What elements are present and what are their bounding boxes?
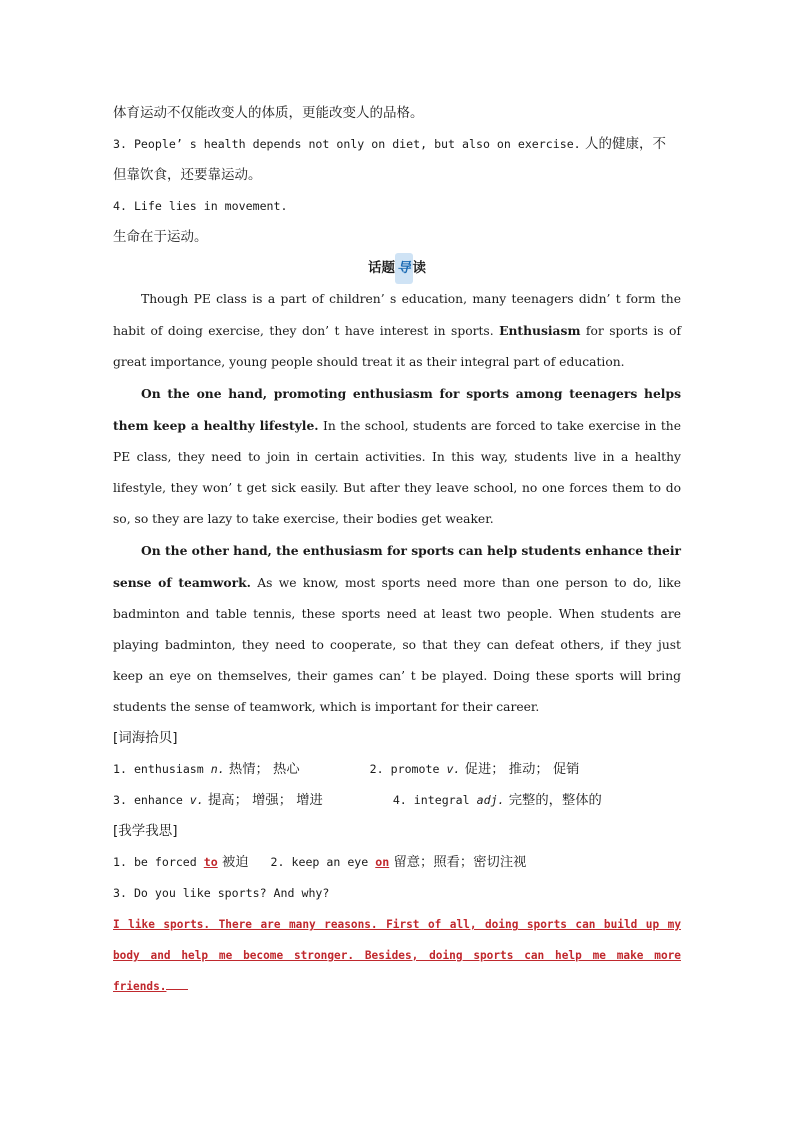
vocab-item-3: [113, 793, 323, 807]
vocab-3-pos: v.: [189, 793, 204, 807]
section-title-badge: 导: [395, 253, 413, 284]
quote-3-english: 3. People’ s health depends not only on diet, but also on exercise.: [113, 137, 581, 151]
answer-underline-tail: [166, 975, 188, 990]
vocab-1-word: enthusiasm: [133, 762, 211, 776]
intro-line-3: 但靠饮食，还要靠运动。: [113, 167, 262, 183]
passage-paragraph-1: [113, 284, 681, 378]
vocab-4-meaning: 完整的，整体的: [504, 793, 602, 808]
vocab-item-2: [370, 762, 580, 776]
passage-p2-topic-sentence: On the one hand, promoting enthusiasm for sports among teenagers helps them keep a healthy lifestyle.: [113, 386, 681, 433]
intro-line-4: 4. Life lies in movement.: [113, 199, 288, 213]
section-title-part3: 读: [412, 260, 426, 276]
vocab-1-meaning: 热情； 热心: [224, 762, 300, 777]
think-question-3: 3. Do you like sports? And why?: [113, 886, 330, 900]
vocab-item-1: [113, 762, 300, 776]
think-row-1: [113, 847, 681, 878]
quote-3-chinese: 人的健康，不: [580, 136, 666, 152]
vocab-heading: [词海拾贝]: [113, 730, 178, 746]
passage-p1-keyword: Enthusiasm: [499, 323, 581, 338]
passage-p1-text: Though PE class is a part of children’ s education, many teenagers didn’ t form the habit of doing exercise, they don’ t have interest in sports.: [113, 292, 681, 338]
vocab-2-word: promote: [390, 762, 447, 776]
vocab-2-meaning: 促进； 推动； 促销: [460, 762, 580, 777]
passage-p3-text: As we know, most sports need more than one person to do, like badminton and table tennis, these sports need at least two people. When students are playing badminton, they need to cooperate, so that they can defeat others, if they just keep an eye on themselves, their games can’ t be played. Doing these sports will bring students the sense of teamwork, which is important for their career.: [113, 576, 681, 714]
vocab-2-pos: v.: [446, 762, 461, 776]
passage-p1-text-2: for sports is of great importance, young people should treat it as their integral part of education.: [113, 324, 681, 369]
vocab-3-num: 3.: [113, 793, 134, 807]
vocab-row-1: [113, 754, 681, 785]
think-q1-answer: to: [203, 855, 218, 869]
think-q1-prompt: 1. be forced: [113, 855, 204, 869]
section-title: [113, 253, 681, 284]
think-heading: [我学我思]: [113, 823, 178, 839]
think-q2-prompt: 2. keep an eye: [270, 855, 376, 869]
vocab-4-num: 4.: [392, 793, 414, 807]
vocab-4-word: integral: [413, 793, 477, 807]
vocab-2-num: 2.: [369, 762, 391, 776]
passage-paragraph-3: [113, 535, 681, 723]
think-q2-answer: on: [375, 855, 390, 869]
vocab-3-word: enhance: [133, 793, 190, 807]
vocab-1-pos: n.: [210, 762, 225, 776]
vocab-item-4: [393, 793, 602, 807]
passage-p3-topic-sentence: On the other hand, the enthusiasm for sports can help students enhance their sense of teamwork.: [113, 543, 681, 590]
intro-line-5: 生命在于运动。: [113, 229, 208, 245]
section-title-part1: 话题: [368, 260, 395, 276]
intro-line-1: 体育运动不仅能改变人的体质，更能改变人的品格。: [113, 105, 424, 121]
vocab-3-meaning: 提高； 增强； 增进: [203, 793, 323, 808]
vocab-1-num: 1.: [113, 762, 134, 776]
intro-line-2: [113, 129, 681, 160]
vocab-row-2: [113, 785, 681, 816]
think-answer-paragraph: [113, 909, 681, 1002]
passage-p2-text: In the school, students are forced to take exercise in the PE class, they need to join in certain activities. In this way, students live in a healthy lifestyle, they won’ t get sick easily. But after they leave school, no one forces them to do so, so they are lazy to take exercise, their bodies get weaker.: [113, 419, 682, 526]
think-q2-meaning: 留意；照看；密切注视: [389, 855, 527, 870]
think-q1-meaning: 被迫: [217, 855, 249, 870]
passage-paragraph-2: [113, 378, 681, 535]
document-content: [113, 98, 681, 1002]
think-answer-text: I like sports. There are many reasons. First of all, doing sports can build up my body and help me become stronger. Besides, doing sports can help me make more friends.: [113, 918, 681, 993]
vocab-4-pos: adj.: [476, 793, 505, 807]
